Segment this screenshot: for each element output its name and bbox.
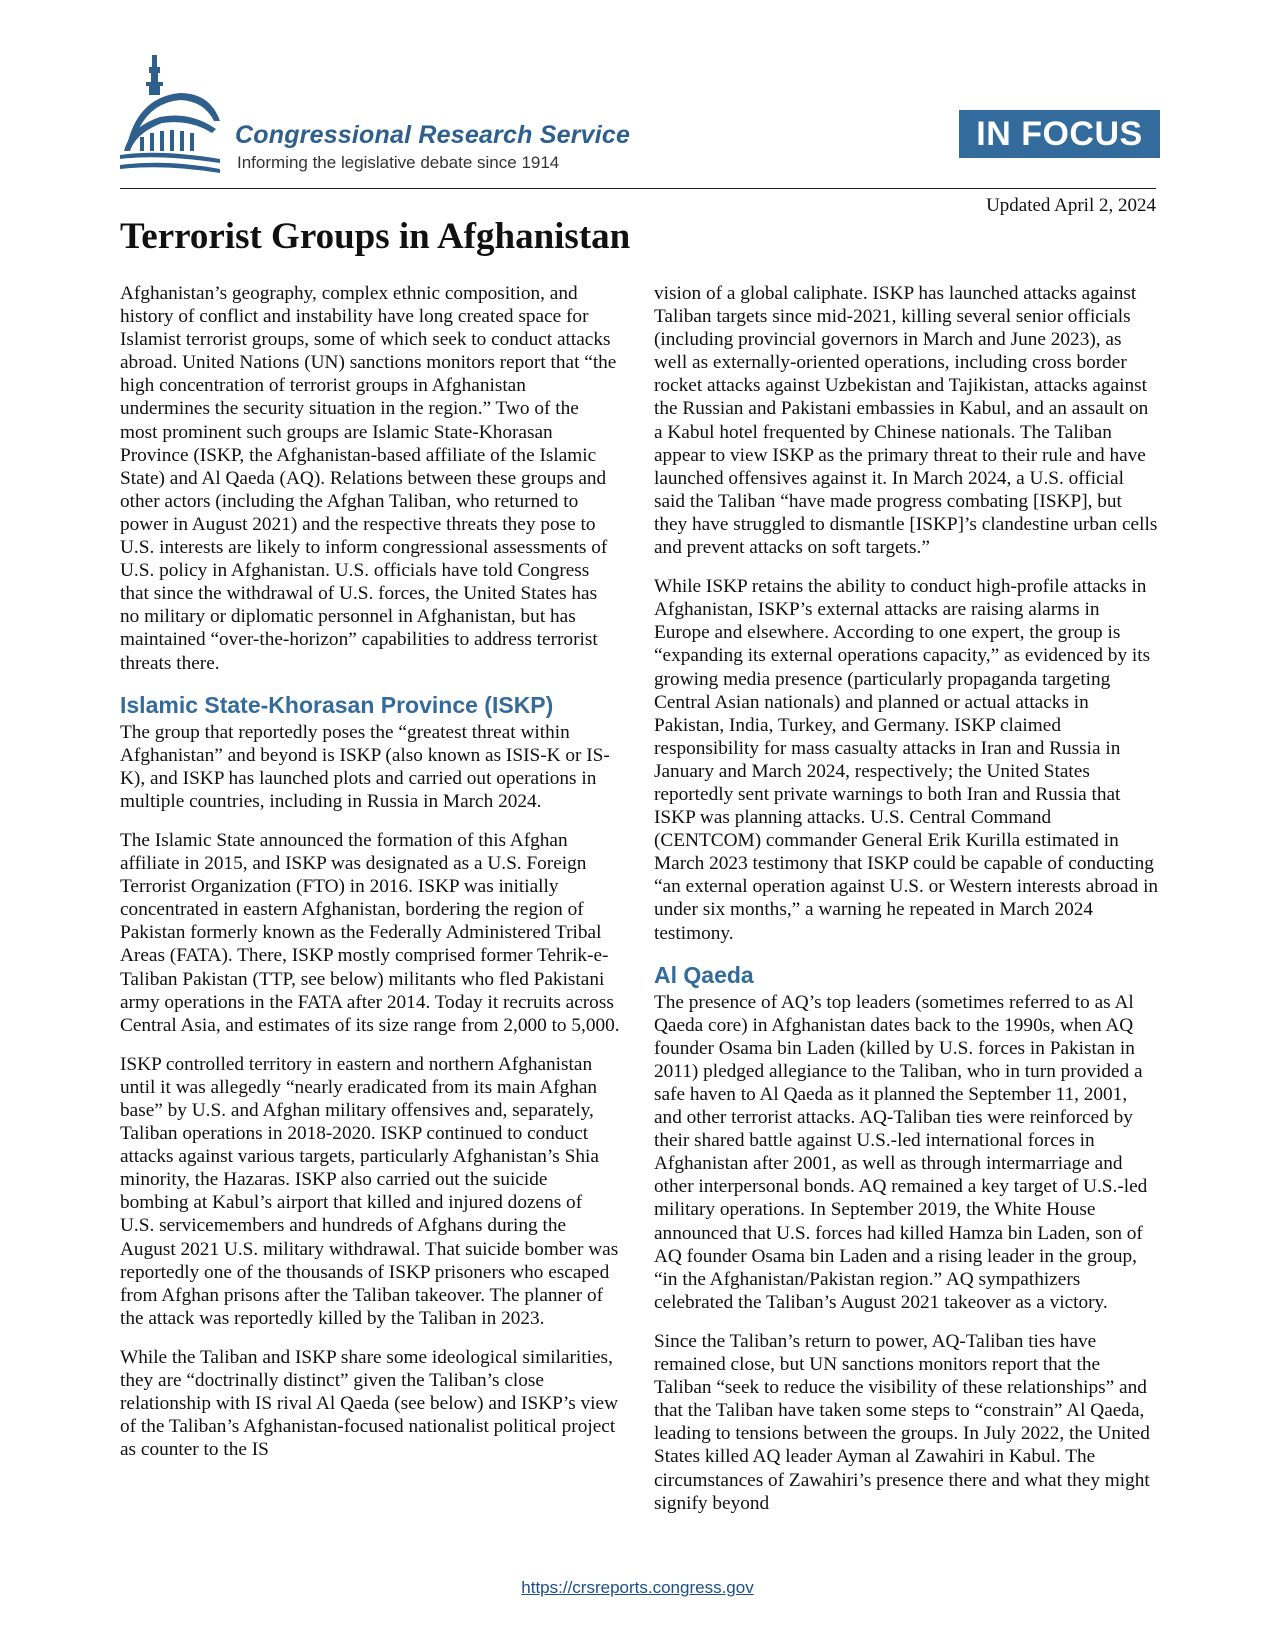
org-tagline: Informing the legislative debate since 1914 <box>237 153 560 172</box>
in-focus-badge: IN FOCUS <box>959 110 1160 158</box>
header-divider <box>120 188 1156 189</box>
updated-date: Updated April 2, 2024 <box>986 195 1156 216</box>
iskp-paragraph-3: ISKP controlled territory in eastern and northern Afghanistan until it was allegedly “nearly eradicated from its main Afghan base” by U.S. and Afghan military offensives and, separately, Taliban operations in 2018-2020. ISKP continued to conduct attacks against various targets, particularly Afghanistan’s Shia minority, the Hazaras. ISKP also carried out the suicide bombing at Kabul’s airport that killed and injured dozens of U.S. servicemembers and hundreds of Afghans during the August 2021 U.S. military withdrawal. That suicide bomber was reportedly one of the thousands of ISKP prisoners who escaped from Afghan prisons after the Taliban takeover. The planner of the attack was reportedly killed by the Taliban in 2023. <box>120 1053 619 1329</box>
iskp-paragraph-2: The Islamic State announced the formation of this Afghan affiliate in 2015, and ISKP was designated as a U.S. Foreign Terrorist Organization (FTO) in 2016. ISKP was initially concentrated in eastern Afghanistan, bordering the region of Pakistan formerly known as the Federally Administered Tribal Areas (FATA). There, ISKP mostly comprised former Tehrik-e-Taliban Pakistan (TTP, see below) militants who fled Pakistani army operations in the FATA after 2014. Today it recruits across Central Asia, and estimates of its size range from 2,000 to 5,000. <box>120 829 620 1036</box>
org-name: Congressional Research Service <box>235 121 631 149</box>
crs-reports-link[interactable]: https://crsreports.congress.gov <box>521 1578 754 1597</box>
aq-paragraph-2: Since the Taliban’s return to power, AQ-Taliban ties have remained close, but UN sanctions monitors report that the Taliban “seek to reduce the visibility of these relationships” and that the Taliban have taken some steps to “constrain” Al Qaeda, leading to tensions between the groups. In July 2022, the United States killed AQ leader Ayman al Zawahiri in Kabul. The circumstances of Zawahiri’s presence there and what they might signify beyond <box>654 1330 1150 1514</box>
iskp-paragraph-4: While the Taliban and ISKP share some ideological similarities, they are “doctrinally distinct” given the Taliban’s close relationship with IS rival Al Qaeda (see below) and ISKP’s view of the Taliban’s Afghanistan-focused nationalist political project as counter to the IS <box>120 1346 618 1461</box>
page-title: Terrorist Groups in Afghanistan <box>120 216 631 257</box>
section-heading-al-qaeda: Al Qaeda <box>654 961 754 988</box>
iskp-paragraph-1: The group that reportedly poses the “greatest threat within Afghanistan” and beyond is ISKP (also known as ISIS-K or IS-K), and ISKP has launched plots and carried out operations in multiple countries, including in Russia in March 2024. <box>120 721 610 812</box>
right-column <box>654 282 1159 1531</box>
iskp-paragraph-5: vision of a global caliphate. ISKP has launched attacks against Taliban targets since mid-2021, killing several senior officials (including provincial governors in March and June 2023), as well as externally-oriented operations, including cross border rocket attacks against Uzbekistan and Tajikistan, attacks against the Russian and Pakistani embassies in Kabul, and an assault on a Kabul hotel frequented by Chinese nationals. The Taliban appear to view ISKP as the primary threat to their rule and have launched offensives against it. In March 2024, a U.S. official said the Taliban “have made progress combating [ISKP], but they have struggled to dismantle [ISKP]’s clandestine urban cells and prevent attacks on soft targets.” <box>654 283 1158 559</box>
iskp-paragraph-6: While ISKP retains the ability to conduct high-profile attacks in Afghanistan, ISKP’s external attacks are raising alarms in Europe and elsewhere. According to one expert, the group is “expanding its external operations capacity,” as evidenced by its growing media presence (particularly propaganda targeting Central Asian nationals) and planned or actual attacks in Pakistan, India, Turkey, and Germany. ISKP claimed responsibility for mass casualty attacks in Iran and Russia in January and March 2024, respectively; the United States reportedly sent private warnings to both Iran and Russia that ISKP was planning attacks. U.S. Central Command (CENTCOM) commander General Erik Kurilla estimated in March 2023 testimony that ISKP could be capable of conducting “an external operation against U.S. or Western interests abroad in under six months,” a warning he repeated in March 2024 testimony. <box>654 576 1159 944</box>
page-header <box>120 55 1160 185</box>
left-column <box>120 282 620 1477</box>
aq-paragraph-1: The presence of AQ’s top leaders (sometimes referred to as Al Qaeda core) in Afghanistan dates back to the 1990s, when AQ founder Osama bin Laden (killed by U.S. forces in Pakistan in 2011) pledged allegiance to the Taliban, who in turn provided a safe haven to Al Qaeda as it planned the September 11, 2001, and other terrorist attacks. AQ-Taliban ties were reinforced by their shared battle against U.S.-led international forces in Afghanistan after 2001, as well as through intermarriage and other interpersonal bonds. AQ remained a key target of U.S.-led military operations. In September 2019, the White House announced that U.S. forces had killed Hamza bin Laden, son of AQ founder Osama bin Laden and a rising leader in the group, “in the Afghanistan/Pakistan region.” AQ sympathizers celebrated the Taliban’s August 2021 takeover as a victory. <box>654 991 1148 1313</box>
capitol-dome-logo <box>120 55 230 175</box>
intro-paragraph: Afghanistan’s geography, complex ethnic composition, and history of conflict and instability have long created space for Islamist terrorist groups, some of which seek to conduct attacks abroad. United Nations (UN) sanctions monitors report that “the high concentration of terrorist groups in Afghanistan undermines the security situation in the region.” Two of the most prominent such groups are Islamic State-Khorasan Province (ISKP, the Afghanistan-based affiliate of the Islamic State) and Al Qaeda (AQ). Relations between these groups and other actors (including the Afghan Taliban, who returned to power in August 2021) and the respective threats they pose to U.S. interests are likely to inform congressional assessments of U.S. policy in Afghanistan. U.S. officials have told Congress that since the withdrawal of U.S. forces, the United States has no military or diplomatic personnel in Afghanistan, but has maintained “over-the-horizon” capabilities to address terrorist threats there. <box>120 283 617 674</box>
section-heading-iskp: Islamic State-Khorasan Province (ISKP) <box>120 691 554 718</box>
